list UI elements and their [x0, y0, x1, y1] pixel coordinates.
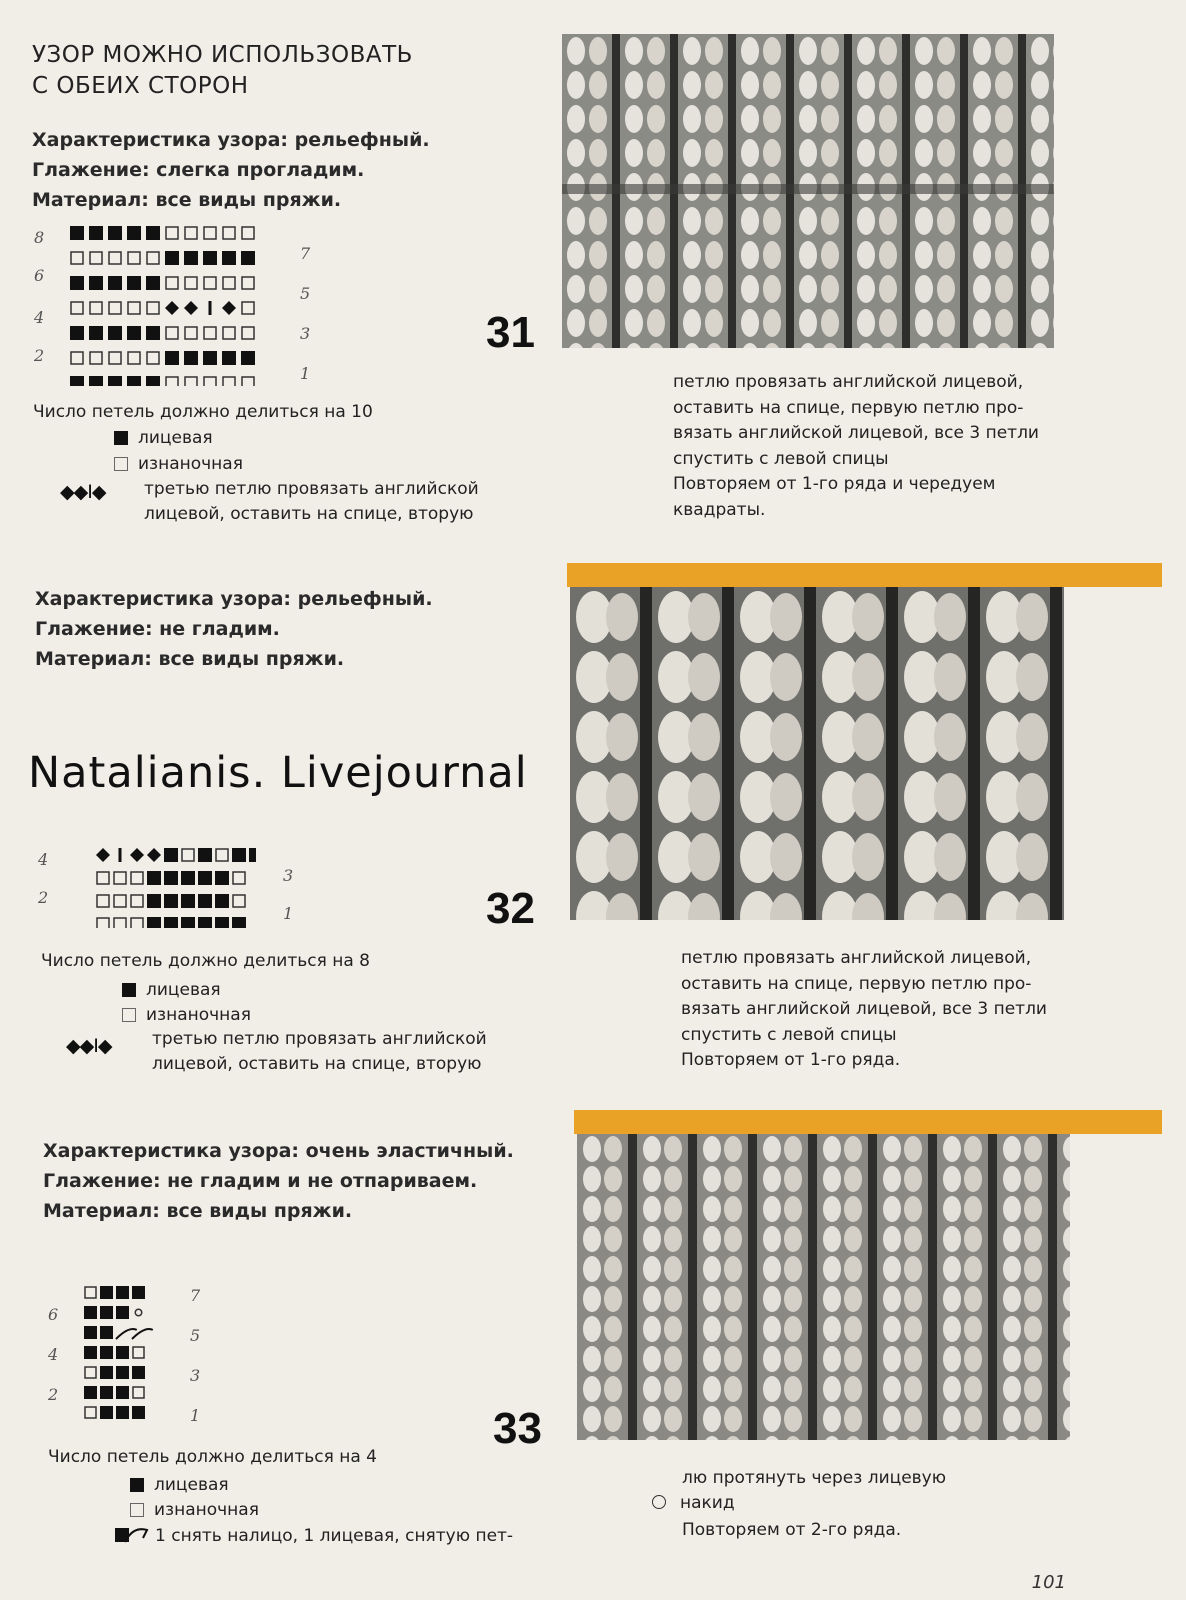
pattern-33-legend-yarnover [652, 1493, 735, 1513]
chart-cell [70, 276, 84, 290]
chart-cell [97, 895, 109, 907]
chart-cell [89, 226, 103, 240]
legend-label: лицевая [138, 428, 213, 448]
slip-stitch-icon [113, 1524, 149, 1544]
chart-cell [184, 301, 198, 315]
pattern-33-instructions [682, 1466, 946, 1492]
chart-cell [233, 872, 245, 884]
pattern-31-instructions [673, 370, 1061, 523]
pattern-33-number: 33 [493, 1404, 542, 1453]
chart-cell [131, 895, 143, 907]
chart-cell [222, 351, 236, 365]
chart-cell [198, 871, 212, 885]
chart-cell [127, 326, 141, 340]
chart-cell [119, 848, 122, 862]
pattern-33-ironing: Глажение: не гладим и не отпариваем. [43, 1170, 478, 1192]
chart-cell [165, 301, 179, 315]
chart-cell [164, 848, 178, 862]
chart-cell [132, 1366, 145, 1379]
pattern-32-legend-purl [122, 1005, 251, 1025]
chart-cell [223, 277, 235, 289]
knit-square-icon [122, 983, 136, 997]
chart-cell [147, 302, 159, 314]
chart-cell [133, 1347, 144, 1358]
chart-cell [131, 872, 143, 884]
instruction-line: спустить с левой спицы [673, 448, 889, 469]
pattern-31-material: Материал: все виды пряжи. [32, 189, 342, 211]
chart-cell [85, 1367, 96, 1378]
row-number: 5 [190, 1326, 201, 1345]
chart-cell [222, 301, 236, 315]
row-number: 4 [34, 308, 45, 327]
chart-cell [216, 849, 228, 861]
chart-cell [114, 872, 126, 884]
chart-cell [146, 376, 160, 386]
chart-cell [114, 918, 126, 928]
chart-cell [100, 1346, 113, 1359]
orange-band-32 [567, 563, 1162, 587]
chart-cell [71, 252, 83, 264]
pattern-32-stitch-count: Число петель должно делиться на 8 [41, 951, 370, 971]
legend-line: третью петлю провязать английской [152, 1029, 487, 1049]
row-number: 5 [300, 284, 311, 303]
legend-line: третью петлю провязать английской [144, 479, 479, 499]
legend-label: 1 снять налицо, 1 лицевая, снятую пет- [155, 1526, 514, 1546]
chart-cell [132, 1406, 145, 1419]
heading-line-1: УЗОР МОЖНО ИСПОЛЬЗОВАТЬ [32, 42, 413, 68]
chart-cell [147, 352, 159, 364]
page-number: 101 [1031, 1572, 1066, 1593]
chart-cell [146, 276, 160, 290]
pattern-32-left-row-numbers [38, 850, 68, 910]
chart-cell [85, 1287, 96, 1298]
knit-photo-31 [562, 34, 1054, 348]
pattern-33-legend-knit [130, 1475, 229, 1495]
pattern-32-characteristic: Характеристика узора: рельефный. [35, 588, 433, 610]
chart-cell [84, 1386, 97, 1399]
chart-cell [198, 848, 212, 862]
chart-cell [209, 301, 212, 315]
row-number: 4 [48, 1345, 59, 1364]
instruction-line: вязать английской лицевой, все 3 петли [681, 999, 1047, 1019]
row-number: 3 [283, 866, 294, 885]
chart-cell [242, 277, 254, 289]
chart-cell [71, 352, 83, 364]
chart-cell [147, 917, 161, 928]
chart-cell [89, 376, 103, 386]
chart-cell [132, 1329, 153, 1339]
chart-cell [241, 351, 255, 365]
chart-cell [71, 302, 83, 314]
pattern-31-right-row-numbers [300, 244, 330, 394]
pattern-31-photo [562, 34, 1054, 348]
legend-line: лицевой, оставить на спице, вторую [144, 504, 474, 524]
instruction-line: лю протянуть через лицевую [682, 1468, 947, 1488]
chart-cell [116, 1386, 129, 1399]
chart-cell [100, 1406, 113, 1419]
chart-cell [90, 302, 102, 314]
chart-cell [204, 277, 216, 289]
legend-line: лицевой, оставить на спице, вторую [152, 1054, 482, 1074]
chart-cell [89, 326, 103, 340]
legend-label: лицевая [146, 980, 221, 1000]
chart-cell [97, 918, 109, 928]
instruction-line: Повторяем от 1-го ряда. [681, 1050, 901, 1070]
chart-cell [130, 848, 144, 862]
chart-cell [116, 1366, 129, 1379]
chart-cell [242, 327, 254, 339]
chart-cell [100, 1326, 113, 1339]
chart-cell [185, 277, 197, 289]
chart-cell [100, 1306, 113, 1319]
page-heading [32, 40, 413, 102]
pattern-31-properties [32, 125, 430, 215]
heading-line-2: С ОБЕИХ СТОРОН [32, 73, 249, 99]
chart-cell [100, 1366, 113, 1379]
chart-cell [109, 252, 121, 264]
chart-cell [242, 227, 254, 239]
instruction-line: петлю провязать английской лицевой, [681, 948, 1032, 968]
pattern-31-chart [70, 226, 270, 386]
chart-cell [242, 302, 254, 314]
chart-cell [133, 1387, 144, 1398]
chart-cell [215, 894, 229, 908]
chart-cell [70, 226, 84, 240]
chart-cell [185, 377, 197, 386]
chart-cell [232, 848, 246, 862]
chart-cell [185, 327, 197, 339]
chart-cell [203, 351, 217, 365]
pattern-33-left-row-numbers [48, 1305, 78, 1415]
pattern-32-ironing: Глажение: не гладим. [35, 618, 280, 640]
chart-cell [70, 376, 84, 386]
legend-label: изнаночная [138, 454, 243, 474]
purl-square-icon [114, 457, 128, 471]
chart-cell [127, 376, 141, 386]
knit-photo-32 [570, 587, 1064, 920]
chart-cell [181, 917, 195, 928]
chart-cell [96, 848, 110, 862]
chart-cell [116, 1406, 129, 1419]
chart-cell [108, 226, 122, 240]
pattern-31-legend-knit [114, 428, 213, 448]
chart-cell [128, 302, 140, 314]
knit-square-icon [114, 431, 128, 445]
pattern-33-properties [43, 1136, 514, 1226]
chart-cell [233, 895, 245, 907]
chart-cell [184, 351, 198, 365]
pattern-32-properties [35, 584, 433, 674]
chart-cell [181, 894, 195, 908]
chart-cell [116, 1346, 129, 1359]
chart-cell [241, 251, 255, 265]
chart-cell [222, 251, 236, 265]
chart-cell [147, 871, 161, 885]
knit-square-icon [130, 1478, 144, 1492]
instruction-line: спустить с левой спицы [681, 1024, 897, 1045]
chart-cell [166, 277, 178, 289]
chart-cell [164, 894, 178, 908]
pattern-33-legend-purl [130, 1500, 259, 1520]
chart-cell [232, 917, 246, 928]
chart-cell [184, 251, 198, 265]
pattern-33-right-row-numbers [190, 1286, 220, 1426]
watermark: Natalianis. Livejournal [28, 748, 528, 798]
chart-cell [204, 377, 216, 386]
chart-cell [223, 227, 235, 239]
chart-cell [85, 1407, 96, 1418]
row-number: 2 [34, 346, 45, 365]
row-number: 1 [283, 904, 294, 923]
pattern-33-photo [577, 1134, 1070, 1440]
chart-cell [84, 1306, 97, 1319]
pattern-31-left-row-numbers [34, 228, 64, 378]
purl-square-icon [130, 1503, 144, 1517]
row-number: 7 [190, 1286, 201, 1305]
chart-cell [90, 352, 102, 364]
instruction-line: квадраты. [673, 499, 766, 520]
chart-cell [108, 376, 122, 386]
pattern-33-repeat: Повторяем от 2-го ряда. [682, 1520, 902, 1540]
row-number: 3 [300, 324, 311, 343]
pattern-31-stitch-count: Число петель должно делиться на 10 [33, 402, 373, 422]
row-number: 2 [48, 1385, 59, 1404]
instruction-line: оставить на спице, первую петлю про- [673, 397, 1024, 418]
chart-cell [147, 252, 159, 264]
pattern-31-characteristic: Характеристика узора: рельефный. [32, 129, 430, 151]
chart-cell [108, 276, 122, 290]
pattern-33-characteristic: Характеристика узора: очень эластичный. [43, 1140, 514, 1162]
chart-cell [90, 252, 102, 264]
chart-cell [127, 226, 141, 240]
chart-cell [116, 1306, 129, 1319]
chart-cell [203, 251, 217, 265]
chart-cell [215, 871, 229, 885]
orange-band-33 [574, 1110, 1162, 1134]
chart-cell [127, 276, 141, 290]
chart-cell [70, 326, 84, 340]
purl-square-icon [122, 1008, 136, 1022]
row-number: 6 [48, 1305, 59, 1324]
chart-cell [97, 872, 109, 884]
chart-cell [223, 377, 235, 386]
legend-label: изнаночная [154, 1500, 259, 1520]
chart-cell [100, 1386, 113, 1399]
chart-cell [147, 848, 161, 862]
chart-cell [166, 327, 178, 339]
chart-cell [116, 1286, 129, 1299]
pattern-33-chart [84, 1286, 174, 1426]
chart-cell [249, 848, 256, 862]
chart-cell [84, 1346, 97, 1359]
legend-label: лицевая [154, 1475, 229, 1495]
pattern-31-ironing: Глажение: слегка прогладим. [32, 159, 365, 181]
chart-cell [109, 352, 121, 364]
cable-cross-icon: ◆◆I◆ [66, 1035, 112, 1057]
chart-cell [128, 352, 140, 364]
pattern-33-material: Материал: все виды пряжи. [43, 1200, 353, 1222]
chart-cell [147, 894, 161, 908]
pattern-31-legend-purl [114, 454, 243, 474]
knit-photo-33 [577, 1134, 1070, 1440]
pattern-31-number: 31 [486, 308, 535, 357]
chart-cell [108, 326, 122, 340]
row-number: 2 [38, 888, 49, 907]
cable-cross-icon: ◆◆I◆ [60, 481, 106, 503]
instruction-line: Повторяем от 1-го ряда и чередуем [673, 474, 996, 494]
chart-cell [164, 917, 178, 928]
pattern-32-number: 32 [486, 884, 535, 933]
pattern-32-chart [96, 848, 256, 928]
pattern-32-right-row-numbers [283, 866, 313, 926]
chart-cell [84, 1326, 97, 1339]
pattern-31-legend-cross-text [144, 477, 534, 527]
legend-label: изнаночная [146, 1005, 251, 1025]
chart-cell [204, 227, 216, 239]
chart-cell [182, 849, 194, 861]
row-number: 7 [300, 244, 311, 263]
pattern-32-photo [570, 587, 1064, 920]
chart-cell [198, 917, 212, 928]
chart-cell [215, 917, 229, 928]
chart-cell [114, 895, 126, 907]
row-number: 8 [34, 228, 45, 247]
chart-cell [146, 326, 160, 340]
chart-cell [165, 251, 179, 265]
row-number: 1 [300, 364, 311, 383]
chart-cell [198, 894, 212, 908]
pattern-33-stitch-count: Число петель должно делиться на 4 [48, 1447, 377, 1467]
chart-cell [131, 918, 143, 928]
row-number: 3 [190, 1366, 201, 1385]
chart-cell [128, 252, 140, 264]
chart-cell [166, 377, 178, 386]
chart-cell [166, 227, 178, 239]
chart-cell [89, 276, 103, 290]
row-number: 4 [38, 850, 49, 869]
pattern-32-legend-cross-text [152, 1027, 542, 1077]
instruction-line: оставить на спице, первую петлю про- [681, 973, 1032, 994]
chart-cell [223, 327, 235, 339]
pattern-32-legend-knit [122, 980, 221, 1000]
chart-cell [242, 377, 254, 386]
pattern-32-instructions [681, 946, 1069, 1074]
chart-cell [165, 351, 179, 365]
row-number: 1 [190, 1406, 201, 1425]
chart-cell [204, 327, 216, 339]
pattern-32-material: Материал: все виды пряжи. [35, 648, 345, 670]
chart-cell [132, 1286, 145, 1299]
instruction-line: петлю провязать английской лицевой, [673, 372, 1024, 392]
chart-cell [185, 227, 197, 239]
chart-cell [135, 1309, 142, 1316]
pattern-33-legend-slip [113, 1524, 513, 1546]
chart-cell [181, 871, 195, 885]
instruction-line: вязать английской лицевой, все 3 петли [673, 423, 1039, 443]
chart-cell [146, 226, 160, 240]
legend-label: накид [680, 1493, 735, 1513]
yarnover-circle-icon [652, 1495, 666, 1509]
chart-cell [109, 302, 121, 314]
chart-cell [100, 1286, 113, 1299]
chart-cell [164, 871, 178, 885]
row-number: 6 [34, 266, 45, 285]
